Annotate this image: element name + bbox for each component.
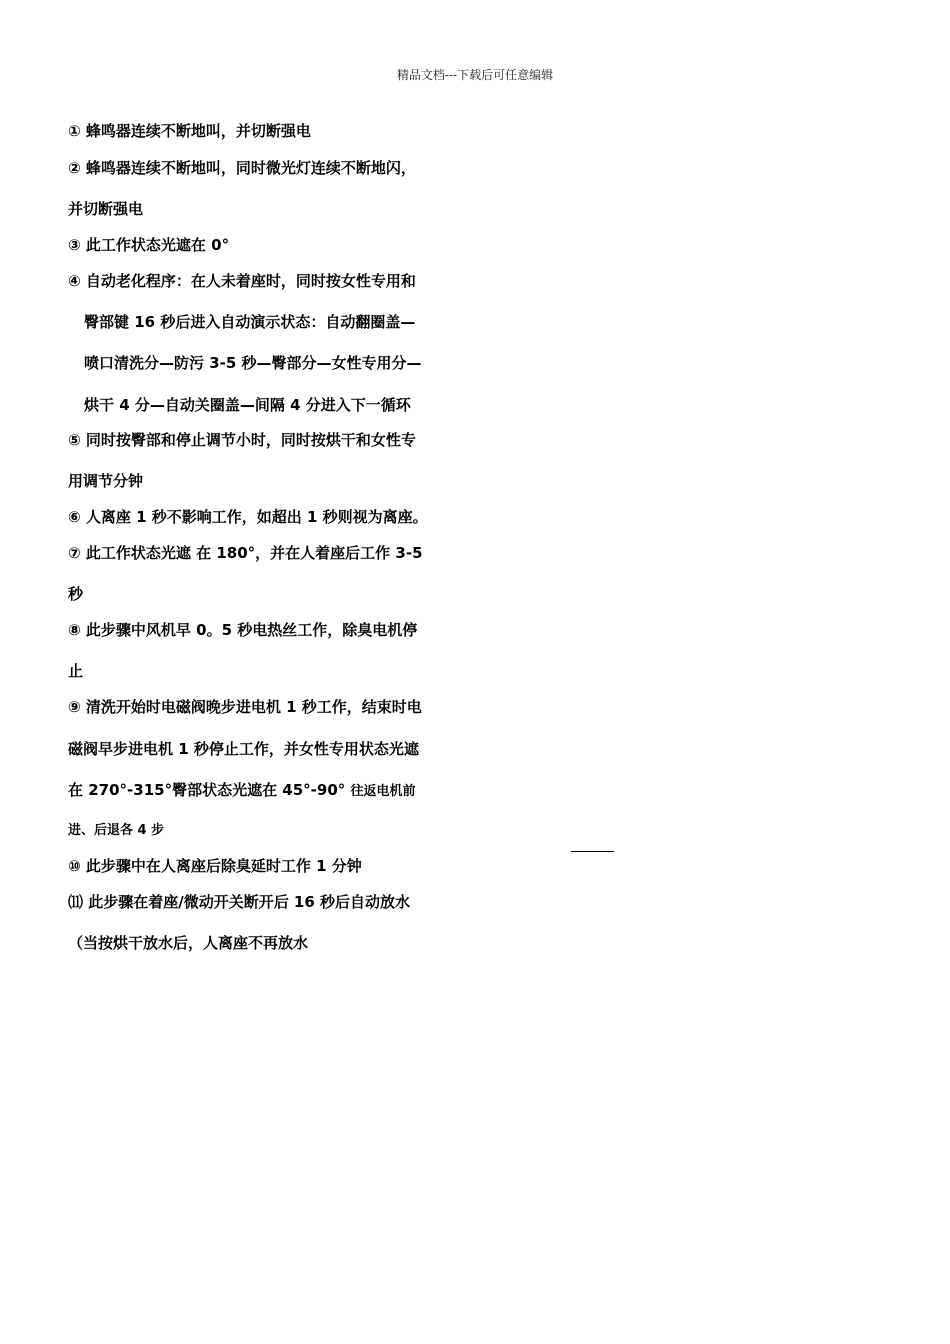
text-line-21: ⑾ 此步骤在着座/微动开关断开后 16 秒后自动放水 [68,893,411,911]
text-line-4: ③ 此工作状态光遮在 0° [68,236,230,254]
text-line-16: ⑨ 清洗开始时电磁阀晚步进电机 1 秒工作，结束时电 [68,698,422,716]
text-line-18-tail: 往返电机前 [350,784,416,799]
text-line-1: ① 蜂鸣器连续不断地叫，并切断强电 [68,122,311,140]
text-line-17: 磁阀早步进电机 1 秒停止工作，并女性专用状态光遮 [68,740,419,758]
text-line-18 [68,780,416,802]
text-line-9: ⑤ 同时按臀部和停止调节小时，同时按烘干和女性专 [68,431,416,449]
page-header: 精品文档---下载后可任意编辑 [396,68,554,82]
text-line-11: ⑥ 人离座 1 秒不影响工作，如超出 1 秒则视为离座。 [68,508,428,526]
text-line-22: （当按烘干放水后，人离座不再放水 [68,934,309,952]
text-line-13: 秒 [68,585,84,603]
text-line-8: 烘干 4 分—自动关圈盖—间隔 4 分进入下一循环 [84,396,411,414]
text-line-10: 用调节分钟 [68,472,144,490]
text-line-20: ⑩ 此步骤中在人离座后除臭延时工作 1 分钟 [68,857,362,875]
text-line-2: ② 蜂鸣器连续不断地叫，同时微光灯连续不断地闪， [68,159,416,177]
text-line-3: 并切断强电 [68,200,144,218]
text-line-12: ⑦ 此工作状态光遮 在 180°，并在人着座后工作 3-5 [68,544,423,562]
text-line-19: 进、后退各 4 步 [68,823,165,838]
text-line-18-main: 在 270°-315°臀部状态光遮在 45°-90° [68,781,346,799]
text-line-15: 止 [68,662,84,680]
short-divider-line [571,851,614,852]
text-line-5: ④ 自动老化程序：在人未着座时，同时按女性专用和 [68,272,416,290]
text-line-7: 喷口清洗分—防污 3-5 秒—臀部分—女性专用分— [84,354,422,372]
text-line-6: 臀部键 16 秒后进入自动演示状态：自动翻圈盖— [84,313,416,331]
text-line-14: ⑧ 此步骤中风机早 0。5 秒电热丝工作，除臭电机停 [68,621,418,639]
